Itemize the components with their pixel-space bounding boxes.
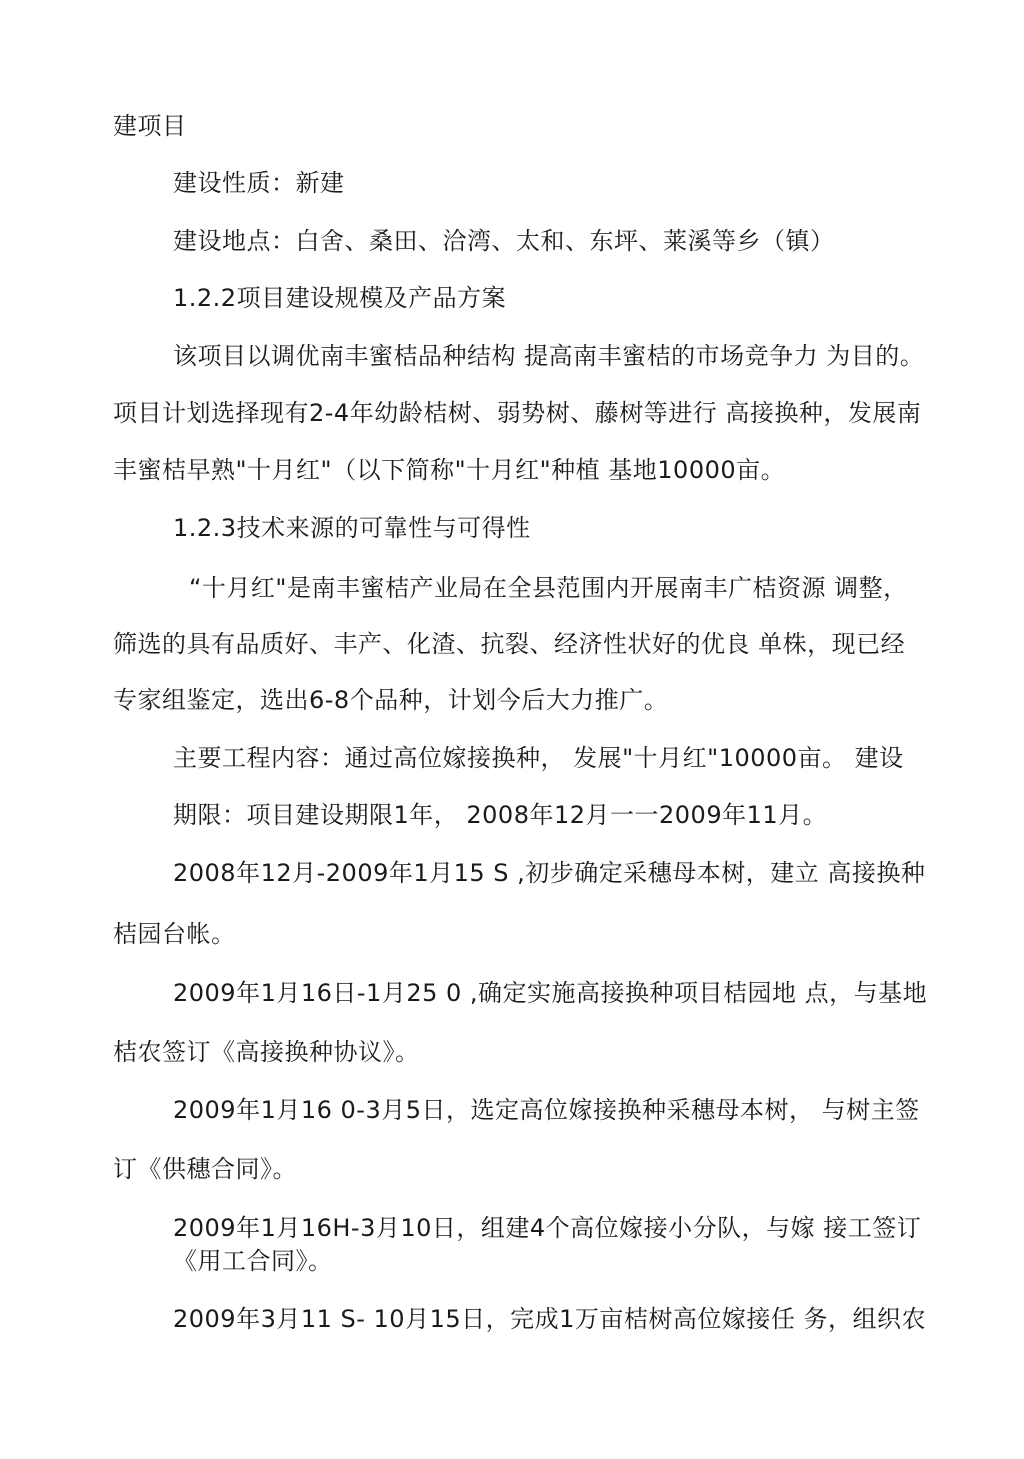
- text-line: 专家组鉴定，选出6-8个品种，计划今后大力推广。: [113, 686, 669, 714]
- text-line: 丰蜜桔早熟"十月红"（以下简称"十月红"种植 基地10000亩。: [113, 456, 786, 484]
- section-heading: 1.2.3技术来源的可靠性与可得性: [173, 514, 531, 542]
- text-line: 建设地点：白舍、桑田、洽湾、太和、东坪、莱溪等乡（镇）: [173, 227, 835, 255]
- text-line: “十月红"是南丰蜜桔产业局在全县范围内开展南丰广桔资源 调整，: [189, 574, 908, 602]
- text-line: 2009年1月16H-3月10日，组建4个高位嫁接小分队，与嫁 接工签订: [173, 1214, 922, 1242]
- text-line: 建设性质：新建: [173, 169, 345, 197]
- section-heading: 1.2.2项目建设规模及产品方案: [173, 284, 507, 312]
- text-line: 2009年1月16日-1月25 0 ,确定实施高接换种项目桔园地 点，与基地: [173, 979, 928, 1007]
- text-line: 主要工程内容：通过高位嫁接换种， 发展"十月红"10000亩。 建设: [173, 744, 904, 772]
- text-line: 2009年3月11 S- 10月15日，完成1万亩桔树高位嫁接任 务，组织农: [173, 1305, 927, 1333]
- text-line: 该项目以调优南丰蜜桔品种结构 提高南丰蜜桔的市场竞争力 为目的。: [173, 342, 925, 370]
- text-line: 项目计划选择现有2-4年幼龄桔树、弱势树、藤树等进行 高接换种，发展南: [113, 399, 922, 427]
- text-line: 2008年12月-2009年1月15 S ,初步确定采穗母本树，建立 高接换种: [173, 859, 926, 887]
- text-line: 桔农签订《高接换种协议》。: [113, 1038, 420, 1066]
- text-line: 建项目: [113, 112, 187, 140]
- text-line: 订《供穗合同》。: [113, 1155, 297, 1183]
- text-line: 筛选的具有品质好、丰产、化渣、抗裂、经济性状好的优良 单株，现已经: [113, 630, 906, 658]
- text-line: 2009年1月16 0-3月5日，选定高位嫁接换种采穗母本树， 与树主签: [173, 1096, 920, 1124]
- text-line: 期限：项目建设期限1年， 2008年12月一一2009年11月。: [173, 801, 828, 829]
- text-line: 桔园台帐。: [113, 920, 236, 948]
- text-line: 《用工合同》。: [173, 1247, 333, 1275]
